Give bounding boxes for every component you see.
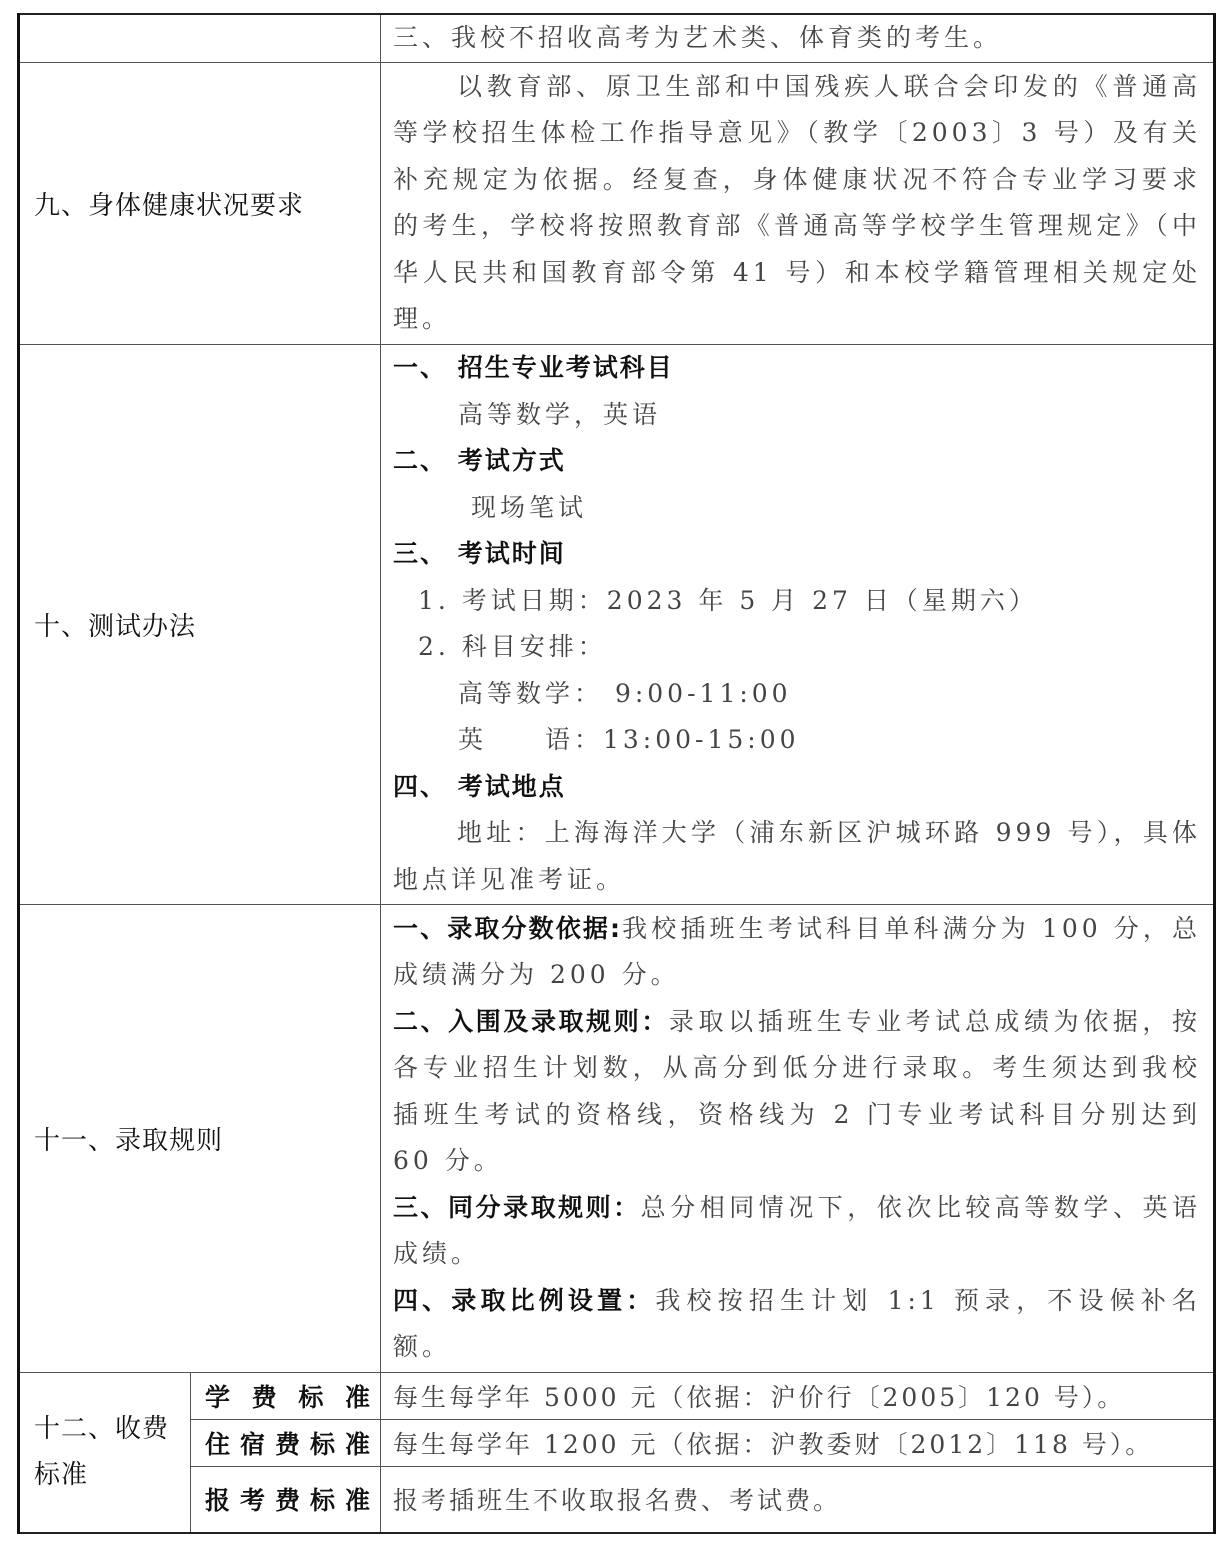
rule-title: 二、入围及录取规则： [393,1006,669,1036]
admission-rule-score-basis [393,906,1201,999]
admission-rule-tie-break [393,1185,1201,1278]
rule-title: 三、同分录取规则： [393,1192,641,1222]
exam-content [381,344,1215,904]
admission-rule-selection [393,999,1201,1185]
admission-label: 十一、录取规则 [19,904,381,1372]
exam-schedule-label: 2. 科目安排： [418,632,607,661]
rule-text: 我校按招生计划 1:1 预录，不设候补名额。 [393,1285,1201,1361]
table-row-health [19,62,1215,344]
empty-label-cell [19,14,381,62]
rule-text: 录取以插班生专业考试总成绩为依据，按各专业招生计划数，从高分到低分进行录取。考生须达到我校插班生考试的资格线，资格线为 2 门专业考试科目分别达到 60 分。 [393,1006,1201,1175]
exam-subjects: 高等数学，英语 [458,399,662,429]
health-paragraph: 以教育部、原卫生部和中国残疾人联合会印发的《普通高等学校招生体检工作指导意见》（教学〔2003〕3 号）及有关补充规定为依据。经复查，身体健康状况不符合专业学习要求的考生，学校将按照教育部《普通高等学校学生管理规定》（中华人民共和国教育部令第 41 号）和本校学籍管理相关规定处理。 [393,71,1201,333]
exam-schedule-math: 高等数学： 9:00-11:00 [458,678,792,708]
fee-value-tuition: 每生每学年 5000 元（依据：沪价行〔2005〕120 号）。 [381,1372,1215,1419]
fee-name-tuition: 学费标准 [191,1372,381,1419]
section8-item3: 三、我校不招收高考为艺术类、体育类的考生。 [381,14,1215,62]
exam-label: 十、测试办法 [19,344,381,904]
table-row-fee-application [19,1466,1215,1533]
health-label: 九、身体健康状况要求 [19,62,381,344]
exam-location-heading: 四、 考试地点 [393,771,566,801]
table-row-admission [19,904,1215,1372]
exam-schedule-english: 英 语：13:00-15:00 [458,725,800,754]
fees-label: 十二、收费标准 [19,1372,191,1533]
admissions-policy-table [17,13,1216,1534]
table-row-fee-housing [19,1419,1215,1466]
rule-title: 一、录取分数依据: [393,913,622,943]
table-row-section8-tail [19,14,1215,62]
health-content [381,62,1215,344]
fee-name-application: 报考费标准 [191,1466,381,1533]
exam-subjects-heading: 一、 招生专业考试科目 [393,353,674,382]
exam-time-heading: 三、 考试时间 [393,539,566,568]
exam-location: 地址：上海海洋大学（浦东新区沪城环路 999 号），具体地点详见准考证。 [393,818,1201,894]
fee-value-application: 报考插班生不收取报名费、考试费。 [381,1466,1215,1533]
admission-content [381,904,1215,1372]
fee-value-housing: 每生每学年 1200 元（依据：沪教委财〔2012〕118 号）。 [381,1419,1215,1466]
exam-format: 现场笔试 [471,492,588,522]
admission-rule-ratio [393,1278,1201,1371]
exam-date: 1. 考试日期：2023 年 5 月 27 日（星期六） [418,585,1038,615]
rule-text: 我校插班生考试科目单科满分为 100 分，总成绩满分为 200 分。 [393,913,1201,989]
fee-name-housing: 住宿费标准 [191,1419,381,1466]
exam-format-heading: 二、 考试方式 [393,446,566,475]
table-row-fee-tuition [19,1372,1215,1419]
table-row-exam [19,344,1215,904]
rule-title: 四、录取比例设置： [393,1285,656,1315]
rule-text: 总分相同情况下，依次比较高等数学、英语成绩。 [393,1192,1201,1268]
